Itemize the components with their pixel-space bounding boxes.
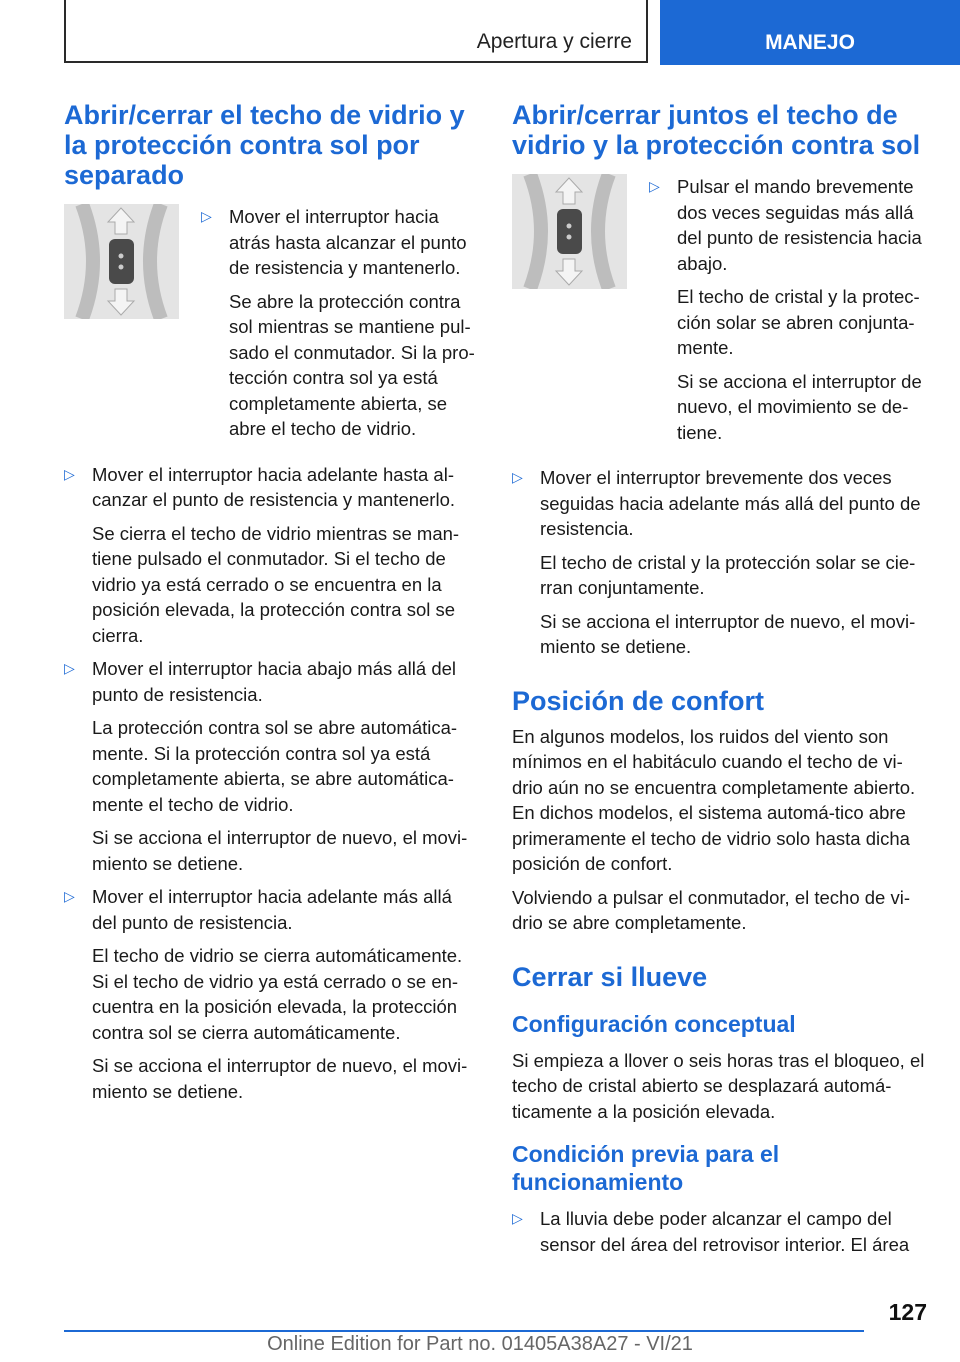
right-bullet-1 xyxy=(512,465,927,660)
bullet-marker-icon: ▷ xyxy=(64,465,75,482)
comfort-text: En algunos modelos, los ruidos del viento son mínimos en el habitáculo cuando el techo de vi-drio aún no se encuentra completamente abierto. En dichos modelos, el sistema automá-tico abre primeramente el techo de vidrio solo hasta dicha posición de confort. xyxy=(512,725,916,874)
bullet-text: Mover el interruptor hacia adelante más allá del punto de resistencia. xyxy=(92,886,452,933)
right-section-title: Abrir/cerrar juntos el techo de vidrio y la protección contra sol xyxy=(512,100,921,160)
bullet-text: La protección contra sol se abre automática-mente. Si la protección contra sol ya está completamente abierta, se abre automática-mente el techo de vidrio. xyxy=(92,717,458,815)
rain-title: Cerrar si llueve xyxy=(512,961,708,992)
bullet-marker-icon: ▷ xyxy=(64,888,75,904)
left-bullet-3 xyxy=(64,884,479,1104)
switch-figure-right xyxy=(512,174,627,289)
bullet-text: Mover el interruptor hacia abajo más allá del punto de resistencia. xyxy=(92,658,457,705)
left-bullet-1 xyxy=(64,462,479,649)
comfort-text: Volviendo a pulsar el conmutador, el techo de vi-drio se abre completamente. xyxy=(512,886,910,933)
page-header xyxy=(0,0,960,70)
bullet-marker-icon: ▷ xyxy=(64,660,75,676)
right-column xyxy=(512,100,927,1265)
bullet-text: Mover el interruptor hacia adelante hasta al-canzar el punto de resistencia y mantenerlo. xyxy=(92,463,456,510)
bullet-text: Mover el interruptor hacia atrás hasta alcanzar el punto de resistencia y mantenerlo. xyxy=(229,206,467,278)
bullet-marker-icon: ▷ xyxy=(512,469,523,485)
precondition-bullet xyxy=(512,1206,927,1257)
right-figure-row xyxy=(512,174,927,453)
footer-divider xyxy=(64,1330,864,1332)
roof-switch-illustration xyxy=(64,204,179,319)
concept-text: Si empieza a llover o seis horas tras el bloqueo, el techo de cristal abierto se desplazará automá-ticamente a la posición elevada. xyxy=(512,1049,925,1122)
section-title: Apertura y cierre xyxy=(476,30,632,53)
precondition-title: Condición previa para el funcionamiento xyxy=(512,1141,780,1195)
bullet-text: Si se acciona el interruptor de nuevo, el movimiento se de-tiene. xyxy=(677,370,922,443)
bullet-text: El techo de vidrio se cierra automáticamente. Si el techo de vidrio ya está cerrado o se en-cuentra en la posición elevada, la protección contra sol se cierra automáticamente. xyxy=(92,945,463,1043)
section-tab xyxy=(64,0,648,63)
bullet-text: Pulsar el mando brevemente dos veces seguidas más allá del punto de resistencia hacia abajo. xyxy=(677,176,922,274)
edition-note: Online Edition for Part no. 01405A38A27 - VI/21 xyxy=(267,1333,693,1355)
comfort-section xyxy=(512,686,927,936)
page-number: 127 xyxy=(888,1299,927,1325)
bullet-marker-icon: ▷ xyxy=(201,208,212,224)
roof-switch-illustration xyxy=(512,174,627,289)
bullet-text: Si se acciona el interruptor de nuevo, el movi-miento se detiene. xyxy=(92,827,468,874)
bullet-text: Mover el interruptor brevemente dos veces seguidas hacia adelante más allá del punto de resistencia. xyxy=(540,467,921,539)
bullet-text: Se cierra el techo de vidrio mientras se man-tiene pulsado el conmutador. Si el techo de vidrio ya está cerrado o se encuentra en la posición elevada, la protección contra sol se cierra. xyxy=(92,522,460,646)
right-figure-bullet xyxy=(649,174,927,445)
concept-title: Configuración conceptual xyxy=(512,1010,796,1037)
bullet-text: Si se acciona el interruptor de nuevo, el movi-miento se detiene. xyxy=(540,610,916,657)
left-figure-row xyxy=(64,204,479,450)
chapter-tab: MANEJO xyxy=(660,0,960,65)
switch-figure-left xyxy=(64,204,179,319)
left-section-title: Abrir/cerrar el techo de vidrio y la protección contra sol por separado xyxy=(64,100,465,190)
bullet-text: El techo de cristal y la protección solar se cie-rran conjuntamente. xyxy=(540,551,916,598)
bullet-text: Si se acciona el interruptor de nuevo, el movi-miento se detiene. xyxy=(92,1055,468,1102)
bullet-marker-icon: ▷ xyxy=(649,178,660,194)
bullet-text: La lluvia debe poder alcanzar el campo del sensor del área del retrovisor interior. El área xyxy=(540,1208,910,1255)
left-column xyxy=(64,100,479,1112)
comfort-title: Posición de confort xyxy=(512,685,765,716)
left-bullet-2 xyxy=(64,656,479,876)
bullet-marker-icon: ▷ xyxy=(512,1210,523,1226)
left-figure-bullet xyxy=(201,204,479,442)
bullet-text: Se abre la protección contra sol mientras se mantiene pul-sado el conmutador. Si la pro-tección contra sol ya está completamente abierta, se abre el techo de vidrio. xyxy=(229,290,475,439)
bullet-text: El techo de cristal y la protec-ción solar se abren conjunta-mente. xyxy=(677,286,920,358)
rain-section xyxy=(512,962,927,1258)
